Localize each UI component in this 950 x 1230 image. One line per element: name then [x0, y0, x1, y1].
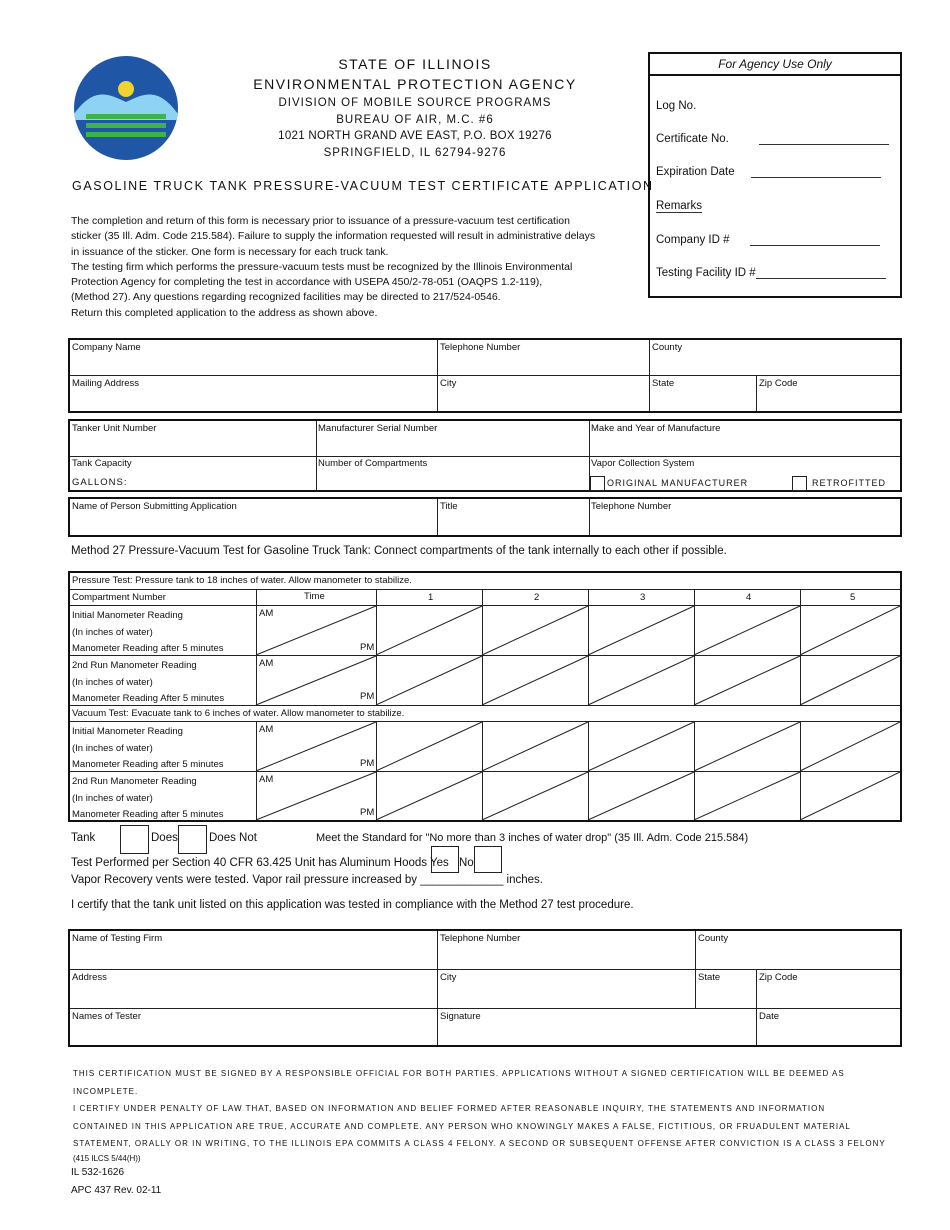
gallons-field[interactable]: GALLONS: — [72, 477, 128, 488]
illinois-epa-logo — [74, 56, 178, 160]
company-name-field[interactable]: Company Name — [72, 342, 141, 353]
pressure-test-note: Pressure Test: Pressure tank to 18 inches of water. Allow manometer to stabilize. — [72, 575, 412, 586]
submitter-title-field[interactable]: Title — [440, 501, 458, 512]
form-code-2: APC 437 Rev. 02-11 — [71, 1185, 162, 1196]
certify-statement: I certify that the tank unit listed on this application was tested in compliance with the Method 27 test procedure. — [71, 899, 634, 911]
date-field[interactable]: Date — [759, 1011, 780, 1022]
does-checkbox[interactable] — [120, 825, 149, 854]
signature-field[interactable]: Signature — [440, 1011, 481, 1022]
compartment-col-5: 5 — [850, 592, 856, 603]
company-city-field[interactable]: City — [440, 378, 457, 389]
vacuum-row1-label: Initial Manometer Reading (In inches of water) Manometer Reading after 5 minutes — [72, 726, 224, 770]
testing-firm-county-field[interactable]: County — [698, 933, 729, 944]
pm-label: PM — [360, 642, 375, 653]
agency-box-title: For Agency Use Only — [650, 54, 900, 76]
testing-firm-state-field[interactable]: State — [698, 972, 721, 983]
am-label: AM — [259, 724, 274, 735]
form-title: GASOLINE TRUCK TANK PRESSURE-VACUUM TEST CERTIFICATE APPLICATION — [72, 179, 654, 193]
certificate-no-field[interactable]: Certificate No. — [656, 131, 889, 145]
log-no-field[interactable]: Log No. — [656, 100, 697, 112]
testing-firm-city-field[interactable]: City — [440, 972, 457, 983]
hoods-no-label: No — [459, 857, 474, 869]
tanker-info-block — [68, 419, 902, 492]
intro-paragraph: The completion and return of this form is necessary prior to issuance of a pressure-vacuum test certification sticker (35 Ill. Adm. Code 215.584). Failure to supply the information requested will result in administrative delays in issuance of the sticker. One form is necessary for each truck tank. The testing firm which performs the pressure-vacuum tests must be recognized by the Illinois Environmental Protection Agency for completing the test in accordance with USEPA 450/2-78-051 (OAQPS 1.2-119), (Method 27). Any questions regarding recognized facilities may be directed to 217/524-0546. Return this completed application to the address as shown above. — [71, 215, 596, 319]
header-bureau: BUREAU OF AIR, M.C. #6 — [336, 113, 494, 126]
company-zip-field[interactable]: Zip Code — [759, 378, 798, 389]
testing-firm-name-field[interactable]: Name of Testing Firm — [72, 933, 163, 944]
hoods-yes-checkbox[interactable] — [431, 846, 459, 873]
vacuum-test-note: Vacuum Test: Evacuate tank to 6 inches of water. Allow manometer to stabilize. — [72, 708, 405, 719]
testing-firm-zip-field[interactable]: Zip Code — [759, 972, 798, 983]
tank-label: Tank — [71, 832, 96, 844]
compartment-number-label: Compartment Number — [72, 592, 166, 603]
vapor-vents-text: Vapor Recovery vents were tested. Vapor rail pressure increased by _____________ inches. — [71, 874, 543, 886]
compartment-col-4: 4 — [746, 592, 752, 603]
remarks-field[interactable]: Remarks — [656, 200, 703, 212]
agency-use-box — [648, 52, 902, 298]
form-code-1: IL 532-1626 — [71, 1167, 125, 1178]
am-label: AM — [259, 658, 274, 669]
make-year-field[interactable]: Make and Year of Manufacture — [591, 423, 721, 434]
pm-label: PM — [360, 807, 375, 818]
pressure-row2-label: 2nd Run Manometer Reading (In inches of water) Manometer Reading After 5 minutes — [72, 660, 225, 704]
am-label: AM — [259, 608, 274, 619]
retrofitted-checkbox[interactable] — [792, 476, 807, 491]
am-label: AM — [259, 774, 274, 785]
expiration-date-field[interactable]: Expiration Date — [656, 164, 881, 178]
company-id-field[interactable]: Company ID # — [656, 232, 880, 246]
does-not-label: Does Not — [209, 832, 257, 844]
header-division: DIVISION OF MOBILE SOURCE PROGRAMS — [278, 97, 552, 109]
hoods-no-checkbox[interactable] — [474, 846, 502, 873]
company-county-field[interactable]: County — [652, 342, 683, 353]
tanker-unit-field[interactable]: Tanker Unit Number — [72, 423, 157, 434]
vapor-collection-label: Vapor Collection System — [591, 458, 695, 469]
pm-label: PM — [360, 691, 375, 702]
tank-capacity-label: Tank Capacity — [72, 458, 132, 469]
pm-label: PM — [360, 758, 375, 769]
aluminum-hoods-text: Test Performed per Section 40 CFR 63.425 Unit has Aluminum Hoods Yes — [71, 857, 449, 869]
original-manufacturer-checkbox[interactable] — [590, 476, 605, 491]
certification-disclaimer: THIS CERTIFICATION MUST BE SIGNED BY A RESPONSIBLE OFFICIAL FOR BOTH PARTIES. APPLICATIONS WITHOUT A SIGNED CERTIFICATION WILL BE DEEMED AS INCOMPLETE. I CERTIFY UNDER PENALTY OF LAW THAT, BASED ON INFORMATION AND BELIEF FORMED AFTER REASONABLE INQUIRY, THE STATEMENTS AND INFORMATION CONTAINED IN THIS APPLICATION ARE TRUE, ACCURATE AND COMPLETE. ANY PERSON WHO KNOWINGLY MAKES A FALSE, FICTITIOUS, OR FRUADULENT MATERIAL STATEMENT, ORALLY OR IN WRITING, TO THE ILLINOIS EPA COMMITS A CLASS 4 FELONY. A SECOND OR SUBSEQUENT OFFENSE AFTER CONVICTION IS A CLASS 3 FELONY (415 ILCS 5/44(H)) — [73, 1069, 886, 1163]
submitter-telephone-field[interactable]: Telephone Number — [591, 501, 672, 512]
test-table — [68, 571, 902, 822]
testing-firm-block — [68, 929, 902, 1047]
does-not-checkbox[interactable] — [178, 825, 207, 854]
method-heading: Method 27 Pressure-Vacuum Test for Gasoline Truck Tank: Connect compartments of the tank internally to each other if possible. — [71, 545, 727, 557]
header-agency: ENVIRONMENTAL PROTECTION AGENCY — [253, 76, 577, 92]
header-address2: SPRINGFIELD, IL 62794-9276 — [323, 146, 507, 159]
meet-standard-text: Meet the Standard for "No more than 3 inches of water drop" (35 Ill. Adm. Code 215.584) — [316, 832, 749, 844]
vacuum-row2-label: 2nd Run Manometer Reading (In inches of water) Manometer Reading after 5 minutes — [72, 776, 224, 820]
mailing-address-field[interactable]: Mailing Address — [72, 378, 140, 389]
original-manufacturer-label: ORIGINAL MANUFACTURER — [607, 478, 749, 488]
testing-firm-address-field[interactable]: Address — [72, 972, 107, 983]
testing-facility-id-field[interactable]: Testing Facility ID # — [656, 265, 886, 279]
submitter-name-field[interactable]: Name of Person Submitting Application — [72, 501, 237, 512]
company-info-block — [68, 338, 902, 413]
header-address1: 1021 NORTH GRAND AVE EAST, P.O. BOX 19276 — [278, 130, 552, 142]
retrofitted-label: RETROFITTED — [812, 478, 886, 488]
compartment-col-2: 2 — [534, 592, 540, 603]
compartment-col-1: 1 — [428, 592, 434, 603]
does-label: Does — [151, 832, 178, 844]
header-state: STATE OF ILLINOIS — [338, 56, 492, 72]
submitter-block — [68, 497, 902, 537]
compartment-col-3: 3 — [640, 592, 646, 603]
tester-names-field[interactable]: Names of Tester — [72, 1011, 141, 1022]
company-state-field[interactable]: State — [652, 378, 675, 389]
number-compartments-field[interactable]: Number of Compartments — [318, 458, 428, 469]
pressure-row1-label: Initial Manometer Reading (In inches of water) Manometer Reading after 5 minutes — [72, 610, 224, 654]
time-column-header: Time — [304, 591, 325, 602]
manufacturer-serial-field[interactable]: Manufacturer Serial Number — [318, 423, 438, 434]
testing-firm-telephone-field[interactable]: Telephone Number — [440, 933, 521, 944]
company-telephone-field[interactable]: Telephone Number — [440, 342, 521, 353]
